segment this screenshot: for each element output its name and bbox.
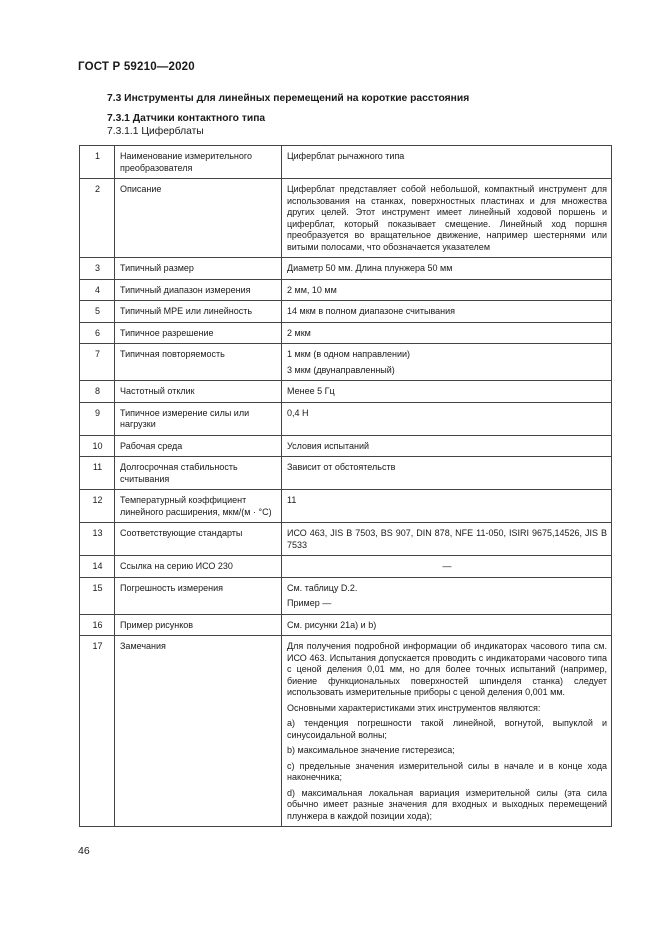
value-paragraph: 2 мм, 10 мм	[287, 284, 337, 295]
value-paragraph: 3 мкм (двунаправленный)	[287, 364, 395, 375]
parameter-name: Соответствующие стандарты	[115, 523, 282, 556]
table-row	[80, 490, 612, 523]
parameter-value	[282, 556, 612, 578]
parameter-name: Типичное разрешение	[115, 322, 282, 344]
parameter-name: Долгосрочная стабильность считывания	[115, 457, 282, 490]
table-row	[80, 258, 612, 280]
value-paragraph: Менее 5 Гц	[287, 386, 335, 396]
value-paragraph: d) максимальная локальная вариация измерительной силы (эта сила обычно имеет разные значения для входных и выходных перемещений плунжера в каждой позиции хода);	[287, 787, 607, 821]
table-row	[80, 381, 612, 403]
parameter-name: Частотный отклик	[115, 381, 282, 403]
parameter-name: Наименование измерительного преобразователя	[115, 146, 282, 179]
value-paragraph: 1 мкм (в одном направлении)	[287, 349, 411, 359]
table-row	[80, 614, 612, 636]
row-number: 6	[80, 322, 115, 344]
value-paragraph: а) тенденция погрешности такой линейной, вогнутой, выпуклой и синусоидальной волны;	[287, 718, 607, 740]
value-paragraph: Диаметр 50 мм. Длина плунжера 50 мм	[287, 263, 453, 273]
parameter-value	[282, 301, 612, 323]
parameter-name: Пример рисунков	[115, 614, 282, 636]
table-row	[80, 301, 612, 323]
value-paragraph: b) максимальное значение гистерезиса;	[287, 745, 455, 755]
table-row	[80, 322, 612, 344]
parameter-value	[282, 381, 612, 403]
table-row	[80, 457, 612, 490]
parameter-value	[282, 636, 612, 827]
value-paragraph: 14 мкм в полном диапазоне считывания	[287, 306, 456, 316]
parameter-value	[282, 344, 612, 381]
parameter-name: Температурный коэффициент линейного расширения, мкм/(м · °С)	[115, 490, 282, 523]
parameter-value	[282, 322, 612, 344]
value-paragraph: Условия испытаний	[287, 440, 370, 451]
parameter-value	[282, 614, 612, 636]
parameter-value	[282, 435, 612, 457]
page-number: 46	[78, 845, 90, 857]
table-row	[80, 556, 612, 578]
table-row	[80, 344, 612, 381]
row-number: 17	[80, 636, 115, 827]
parameter-name: Типичное измерение силы или нагрузки	[115, 402, 282, 435]
parameter-name: Замечания	[115, 636, 282, 827]
parameter-name: Описание	[115, 179, 282, 258]
value-paragraph: См. таблицу D.2.	[287, 582, 358, 593]
value-paragraph: 11	[287, 495, 297, 505]
row-number: 4	[80, 279, 115, 301]
specification-table-body	[80, 146, 612, 827]
row-number: 10	[80, 435, 115, 457]
subsubsection-title: 7.3.1.1 Циферблаты	[107, 126, 204, 137]
parameter-name: Типичный МРЕ или линейность	[115, 301, 282, 323]
row-number: 1	[80, 146, 115, 179]
row-number: 2	[80, 179, 115, 258]
row-number: 5	[80, 301, 115, 323]
row-number: 9	[80, 402, 115, 435]
parameter-value	[282, 279, 612, 301]
parameter-name: Типичный размер	[115, 258, 282, 280]
parameter-name: Рабочая среда	[115, 435, 282, 457]
row-number: 15	[80, 577, 115, 614]
parameter-value	[282, 402, 612, 435]
value-paragraph: Пример —	[287, 598, 332, 608]
row-number: 8	[80, 381, 115, 403]
parameter-name: Типичная повторяемость	[115, 344, 282, 381]
value-paragraph: Зависит от обстоятельств	[287, 462, 396, 472]
parameter-value	[282, 577, 612, 614]
parameter-value	[282, 258, 612, 280]
table-row	[80, 523, 612, 556]
parameter-value	[282, 490, 612, 523]
table-row	[80, 146, 612, 179]
parameter-value	[282, 457, 612, 490]
row-number: 13	[80, 523, 115, 556]
specification-table	[79, 145, 612, 827]
value-paragraph: Основными характеристиками этих инструментов являются:	[287, 702, 541, 713]
table-row	[80, 279, 612, 301]
subsection-title: 7.3.1 Датчики контактного типа	[107, 113, 266, 124]
value-paragraph: Циферблат рычажного типа	[287, 151, 405, 161]
table-row	[80, 179, 612, 258]
value-paragraph: Циферблат представляет собой небольшой, компактный инструмент для использования на станках, поверхностных пластинах и для множества других целей. Этот инструмент имеет линейный ходовой поршень и циферблат, который показывает смещение. Линейный ход поршня преобразуется во вращательное движение, например шестернями или витыми полосами, что обозначается указателем	[287, 184, 607, 252]
row-number: 7	[80, 344, 115, 381]
parameter-name: Ссылка на серию ИСО 230	[115, 556, 282, 578]
row-number: 11	[80, 457, 115, 490]
value-paragraph: 0,4 Н	[287, 407, 309, 418]
value-paragraph: ИСО 463, JIS В 7503, BS 907, DIN 878, NFE 11-050, ISIRI 9675,14526, JIS В 7533	[287, 528, 607, 550]
parameter-name: Типичный диапазон измерения	[115, 279, 282, 301]
row-number: 12	[80, 490, 115, 523]
value-paragraph: с) предельные значения измерительной силы в начале и в конце хода наконечника;	[287, 760, 607, 782]
table-row	[80, 636, 612, 827]
row-number: 16	[80, 614, 115, 636]
value-paragraph: —	[442, 561, 452, 571]
table-row	[80, 435, 612, 457]
row-number: 3	[80, 258, 115, 280]
value-paragraph: См. рисунки 21a) и b)	[287, 619, 377, 630]
row-number: 14	[80, 556, 115, 578]
section-title: 7.3 Инструменты для линейных перемещений на короткие расстояния	[107, 93, 470, 104]
value-paragraph: Для получения подробной информации об индикаторах часового типа см. ИСО 463. Испытания допускается проводить с индикаторами часового типа с ценой деления 0,01 мм, но для более точных испытаний (например, биение функциональных поверхностей шпинделя станка) следует использовать измерительные приборы с ценой деления 0,001 мм.	[287, 641, 607, 697]
value-paragraph: 2 мкм	[287, 327, 311, 338]
table-row	[80, 577, 612, 614]
table-row	[80, 402, 612, 435]
parameter-name: Погрешность измерения	[115, 577, 282, 614]
parameter-value	[282, 146, 612, 179]
parameter-value	[282, 179, 612, 258]
document-header: ГОСТ Р 59210—2020	[78, 61, 195, 73]
parameter-value	[282, 523, 612, 556]
